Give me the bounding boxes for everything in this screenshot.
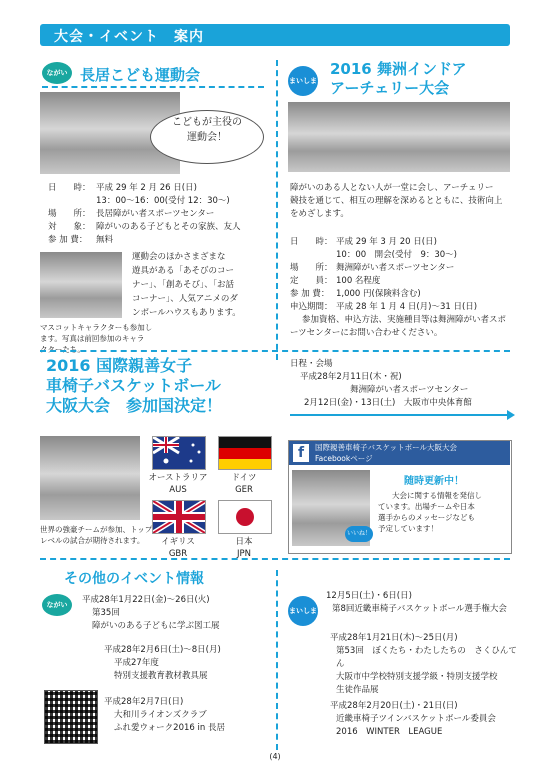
left-event-details — [48, 182, 268, 247]
caption-line: レベルの試合が期待されます。 — [40, 536, 145, 545]
desc-line: 運動会のほかさまざまな — [132, 252, 226, 262]
country-label — [216, 536, 272, 560]
left-event-title: 長居こども運動会 — [80, 66, 201, 84]
event-date: 平成28年2月6日(土)～8日(月) — [104, 645, 221, 655]
page-number: (4) — [269, 752, 281, 761]
detail-key: 申込期間： — [290, 302, 333, 312]
event-line: 第8回近畿車椅子バスケットボール選手権大会 — [332, 604, 507, 614]
caption-line: ます。写真は前回参加のキャラ — [40, 334, 145, 343]
event-line: 特別支援教育教材教具展 — [114, 671, 208, 681]
event-date: 平成28年2月7日(日) — [104, 697, 184, 707]
desc-line: コーナー」、人気アニメのダ — [132, 294, 238, 304]
qr-code-icon — [44, 690, 98, 744]
basketball-title — [46, 356, 222, 416]
country-code: AUS — [169, 485, 187, 495]
facebook-text — [378, 490, 510, 534]
like-button[interactable]: いいね！ — [345, 526, 373, 542]
caption-line: 世界の強豪チームが参加、トップ — [40, 525, 153, 534]
section-header-title: 大会・イベント 案内 — [54, 29, 204, 45]
detail-value: 平成 29 年 3 月 20 日(日) — [336, 237, 437, 247]
event-line: ふれ愛ウォーク2016 in 長居 — [114, 723, 225, 733]
desc-line: ナー」、「創あそび」、「お話 — [132, 280, 235, 290]
uk-flag-icon — [152, 500, 206, 534]
event-date: 平成28年1月21日(木)～25日(月) — [330, 633, 458, 643]
section-divider — [40, 350, 510, 352]
event-date: 平成28年2月20日(土)・21日(日) — [330, 701, 458, 711]
nagai-badge: ながい — [42, 594, 72, 616]
country-code: JPN — [237, 549, 251, 559]
facebook-subtitle: Facebookページ — [315, 454, 373, 463]
facebook-icon: f — [293, 444, 309, 462]
country-name: 日本 — [235, 537, 253, 547]
country-code: GBR — [168, 549, 188, 559]
schedule-arrow — [290, 414, 512, 416]
country-code: GER — [235, 485, 253, 495]
title-line: アーチェリー大会 — [330, 79, 450, 97]
note-line: 参加資格、申込方法、実施種目等は舞洲障がい者スポ — [302, 315, 507, 325]
schedule-label: 日程・会場 — [290, 359, 333, 369]
event-line: 大和川ライオンズクラブ — [114, 710, 207, 720]
update-label: 随時更新中！ — [404, 476, 464, 487]
fb-text-line: 大会に関する情報を発信し — [392, 491, 482, 500]
desc-line: をめざします。 — [290, 209, 349, 219]
schedule-venue: 大阪市中央体育館 — [403, 398, 472, 408]
schedule-venue: 舞洲障がい者スポーツセンター — [350, 385, 469, 395]
detail-value: 舞洲障がい者スポーツセンター — [336, 263, 455, 273]
bubble-line: こどもが主役の — [172, 117, 242, 128]
detail-key: 定 員： — [290, 276, 333, 286]
desc-line: 障がいのある人とない人が一堂に会し、アーチェリー — [290, 183, 494, 193]
section-header — [40, 24, 510, 46]
detail-key: 日 時： — [290, 237, 333, 247]
column-divider — [276, 60, 278, 360]
fb-text-line: 選手からのメッセージなども — [378, 513, 476, 522]
title-line: 2016 舞洲インドア — [330, 60, 467, 78]
detail-key: 場 所： — [290, 263, 333, 273]
other-events-title: その他のイベント情報 — [64, 571, 204, 587]
desc-line: 遊具がある「あそびのコー — [132, 266, 235, 276]
country-label — [148, 472, 208, 496]
right-event-title — [330, 60, 467, 98]
note-line: ーツセンターにお問い合わせください。 — [290, 328, 443, 338]
detail-value: 無料 — [96, 235, 114, 245]
title-line: 車椅子バスケットボール — [46, 376, 221, 395]
detail-key: 参 加 費： — [290, 289, 330, 299]
desc-line: 競技を通じて、相互の理解を深めるとともに、技術向上 — [290, 196, 503, 206]
event-line: 近畿車椅子ツインバスケットボール委員会 — [336, 714, 496, 724]
maishima-badge: まいしま — [288, 596, 318, 626]
right-event-details — [290, 236, 512, 340]
event-line: 2016 WINTER LEAGUE — [336, 727, 443, 737]
event-line: 第35回 — [92, 608, 120, 618]
speech-bubble — [150, 110, 264, 164]
event-line: 障がいのある子どもに学ぶ図工展 — [92, 621, 220, 631]
left-event-description — [132, 250, 270, 320]
nagai-badge: ながい — [42, 62, 72, 84]
desc-line: ンボールハウスもあります。 — [132, 308, 241, 318]
detail-value: 1,000 円(保険料含む) — [336, 289, 421, 299]
country-label — [148, 536, 208, 560]
other-right-item — [326, 590, 516, 616]
fb-text-line: ています。出場チームや日本 — [378, 502, 475, 511]
event-line: 平成27年度 — [114, 658, 159, 668]
other-left-item — [82, 594, 272, 633]
event-date: 平成28年1月22日(金)～26日(火) — [82, 595, 210, 605]
archery-photo — [288, 102, 510, 172]
detail-value: 障がいのある子どもとその家族、友人 — [96, 222, 241, 232]
detail-key: 参 加 費： — [48, 235, 88, 245]
basketball-schedule — [290, 358, 515, 410]
divider — [42, 86, 264, 88]
other-left-item — [104, 696, 274, 735]
germany-flag-icon — [218, 436, 272, 470]
schedule-date: 2月12日(金)・13日(土) — [304, 398, 396, 408]
fb-text-line: 予定しています！ — [378, 524, 438, 533]
country-name: ドイツ — [231, 473, 257, 483]
australia-flag-icon — [152, 436, 206, 470]
detail-value: 100 名程度 — [336, 276, 381, 286]
maishima-badge: まいしま — [288, 66, 318, 96]
event-line: 大阪市中学校特別支援学級・特別支援学校 — [336, 672, 498, 682]
section-divider — [40, 558, 510, 560]
caption-line: マスコットキャラクターも参加し — [40, 323, 153, 332]
detail-value: 平成 29 年 2 月 26 日(日) — [96, 183, 197, 193]
country-label — [216, 472, 272, 496]
detail-key: 日 時： — [48, 183, 91, 193]
mascot-photo — [40, 252, 122, 318]
arrow-head-icon — [507, 410, 515, 420]
japan-flag-icon — [218, 500, 272, 534]
event-date: 12月5日(土)・6日(日) — [326, 591, 412, 601]
detail-value: 長居障がい者スポーツセンター — [96, 209, 215, 219]
other-right-item — [330, 700, 520, 739]
detail-key: 場 所： — [48, 209, 91, 219]
event-line: 第53回 ぼくたち・わたしたちの さくひんてん — [336, 646, 517, 669]
other-left-item — [104, 644, 274, 683]
column-divider — [276, 570, 278, 750]
detail-value: 13：00～16：00(受付 12：30～) — [96, 196, 230, 206]
caption-line: クターたち。 — [40, 345, 85, 354]
title-line: 大阪大会 参加国決定！ — [46, 396, 223, 415]
facebook-header[interactable] — [289, 441, 510, 465]
country-name: オーストラリア — [148, 473, 208, 483]
schedule-date: 平成28年2月11日(木・祝) — [300, 372, 402, 382]
event-line: 生徒作品展 — [336, 685, 379, 695]
detail-key: 対 象： — [48, 222, 91, 232]
right-event-description — [290, 182, 512, 221]
facebook-title: 国際親善車椅子バスケットボール大阪大会 — [315, 443, 457, 452]
bubble-line: 運動会！ — [187, 132, 227, 143]
other-right-item — [330, 632, 520, 697]
basketball-photo — [40, 436, 140, 520]
title-line: 2016 国際親善女子 — [46, 356, 193, 375]
detail-value: 平成 28 年 1 月 4 日(月)～31 日(日) — [336, 302, 478, 312]
country-name: イギリス — [161, 537, 195, 547]
detail-value: 10：00 開会(受付 9：30～) — [336, 250, 457, 260]
